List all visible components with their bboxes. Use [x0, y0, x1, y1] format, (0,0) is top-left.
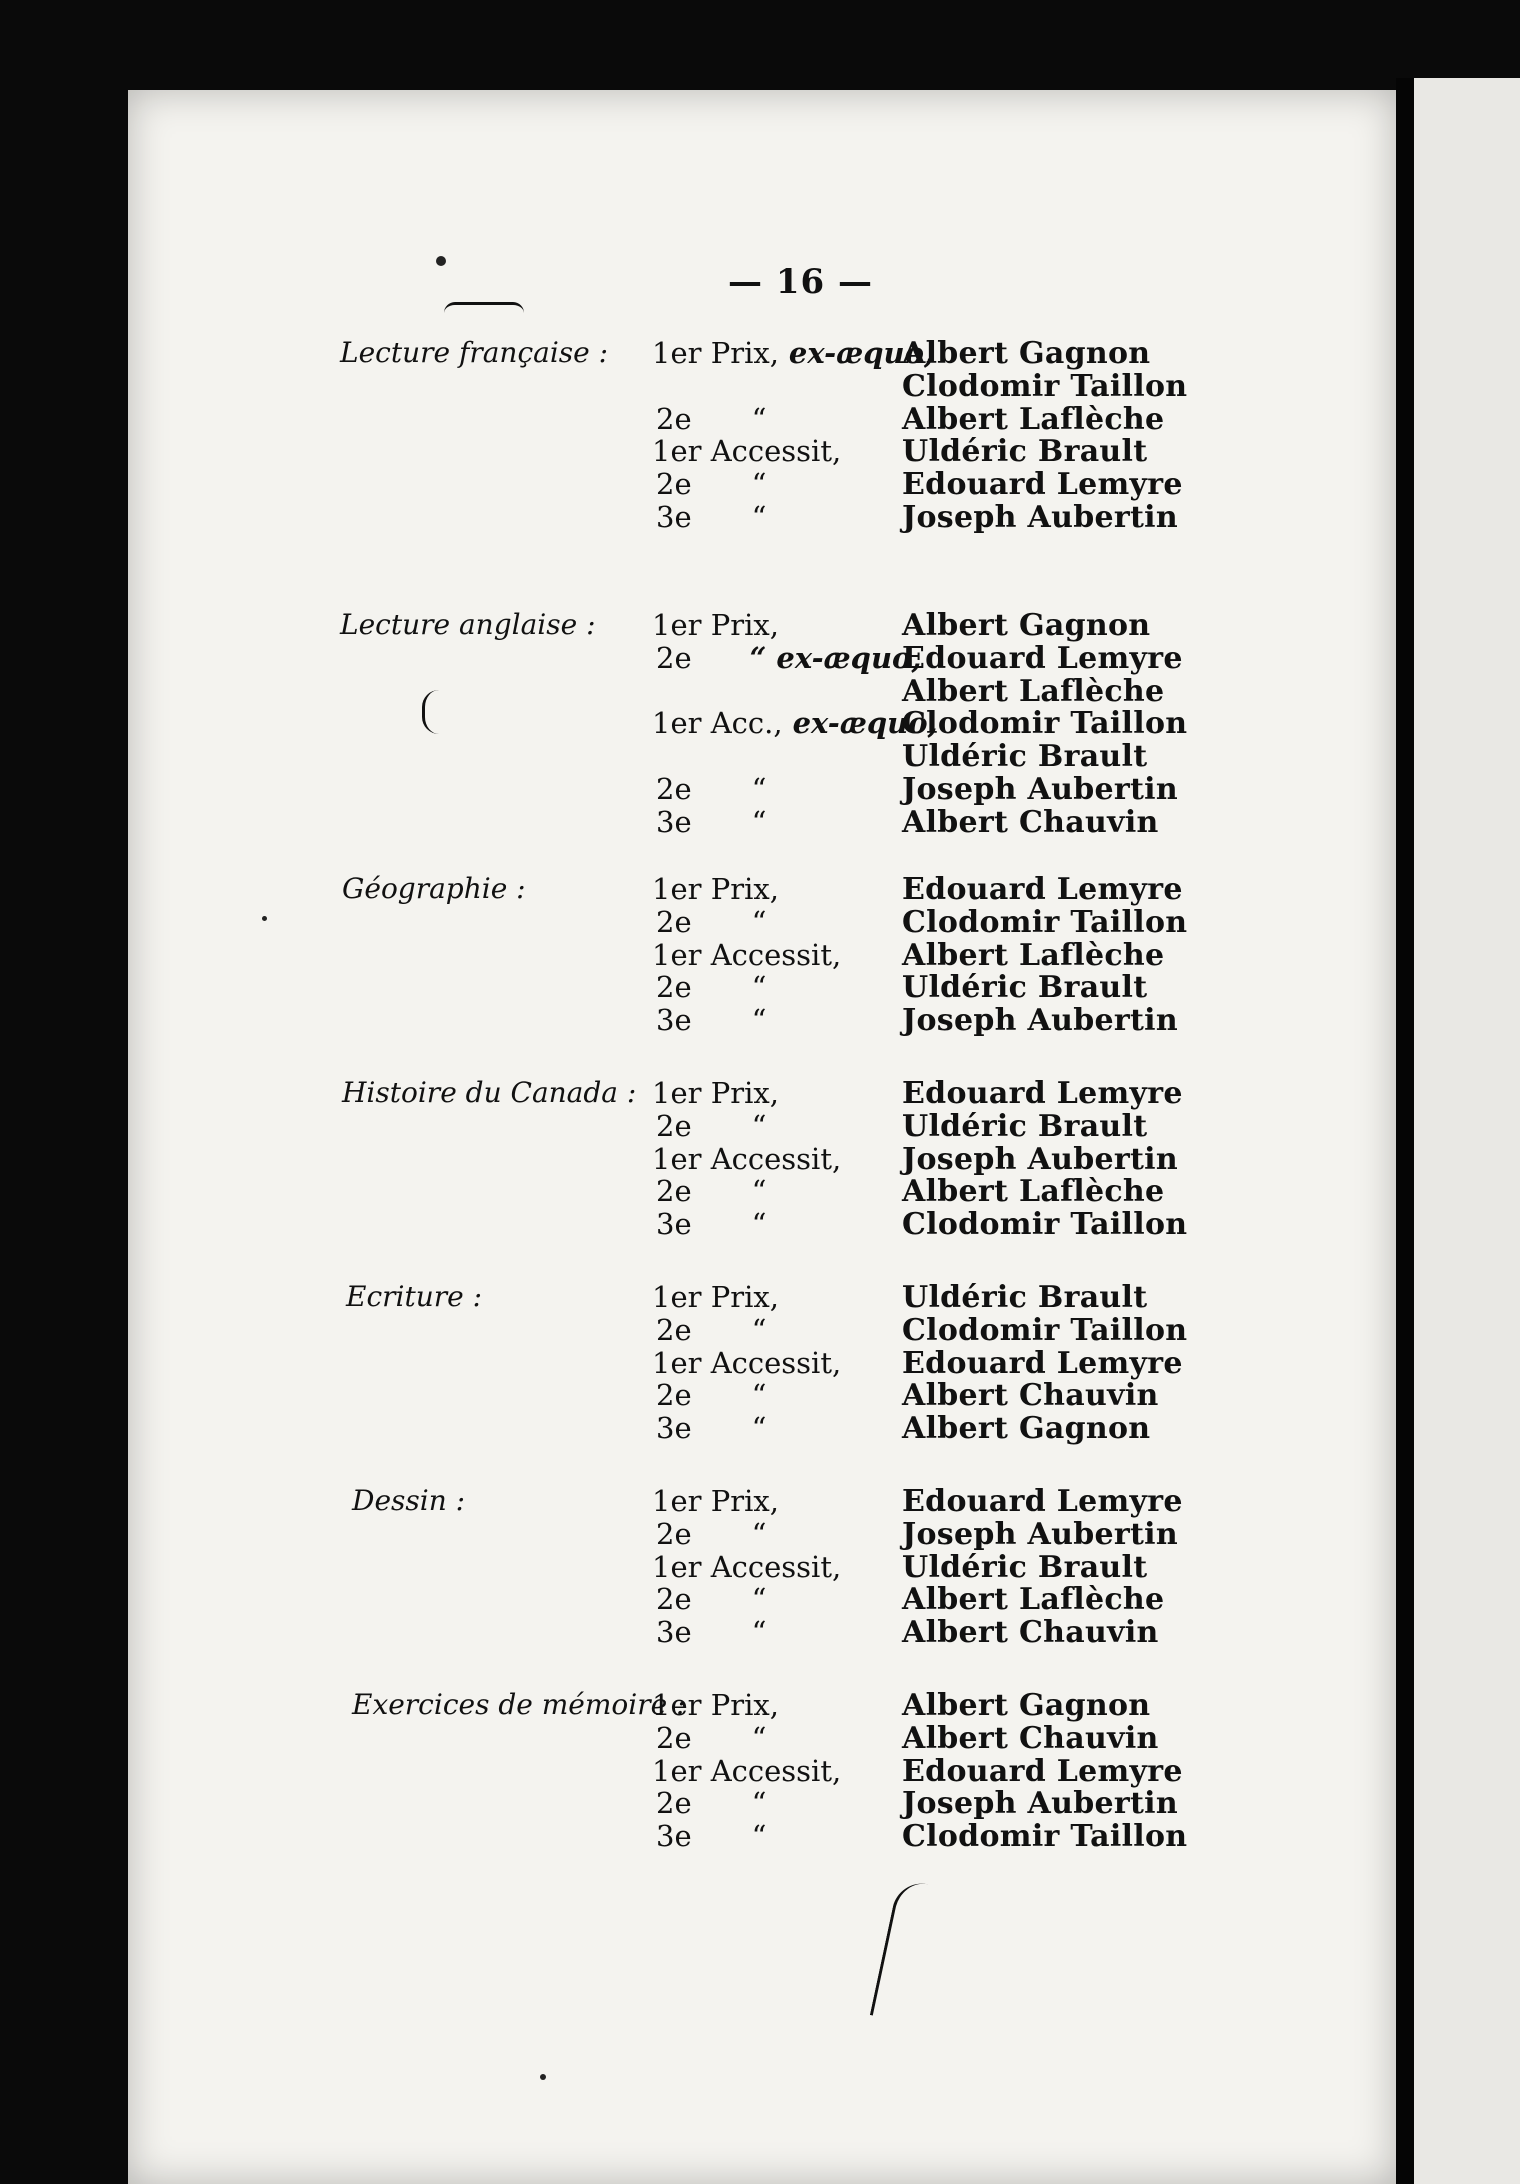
awardee-name: Uldéric Brault: [902, 1549, 1148, 1585]
award-row: [0, 608, 1520, 641]
award-rank-text: 3e: [656, 1207, 692, 1242]
award-rank: [652, 608, 779, 642]
award-row: [0, 1754, 1520, 1787]
subject-label: Lecture française :: [340, 336, 609, 369]
award-note: “: [751, 1378, 767, 1413]
award-rank: [652, 1484, 779, 1518]
award-rank: [656, 1003, 766, 1037]
award-rank: [652, 336, 934, 370]
award-rank-text: 1er Accessit,: [652, 1753, 842, 1788]
award-rank: [652, 1346, 841, 1380]
award-rank-text: 1er Prix,: [652, 1076, 779, 1110]
award-note: ex-æquo,: [792, 706, 938, 741]
award-rank-text: 2e: [656, 1378, 692, 1413]
award-rank: [656, 1207, 766, 1241]
award-rank-text: 2e: [656, 1720, 692, 1755]
award-rank-text: 1er Prix,: [652, 608, 779, 642]
award-rank-text: 2e: [656, 401, 692, 436]
award-note: “: [751, 804, 767, 839]
award-rank: [656, 1411, 766, 1445]
awardee-name: Edouard Lemyre: [902, 1076, 1183, 1111]
awardee-name: Albert Laflèche: [902, 673, 1165, 709]
award-row: [0, 805, 1520, 838]
award-rank: [656, 467, 766, 501]
award-row: [0, 434, 1520, 470]
award-rank-text: 2e: [656, 467, 692, 502]
award-note: “: [751, 1786, 767, 1821]
award-rank: [652, 1142, 841, 1176]
award-row: [0, 1076, 1520, 1109]
award-note: “: [751, 772, 767, 806]
awardee-name: Albert Chauvin: [902, 1720, 1159, 1756]
award-row: [0, 467, 1520, 503]
award-note: “: [751, 401, 767, 436]
awardee-name: Uldéric Brault: [902, 1280, 1148, 1315]
awardee-name: Joseph Aubertin: [902, 1786, 1178, 1822]
award-rank-text: 2e: [656, 1786, 692, 1821]
award-row: [0, 706, 1520, 742]
awardee-name: Clodomir Taillon: [902, 904, 1188, 940]
awardee-name: Albert Gagnon: [902, 336, 1151, 371]
award-row: [0, 1109, 1520, 1142]
award-row: [0, 641, 1520, 674]
award-rank-text: 1er Prix,: [652, 1484, 779, 1518]
award-rank-text: 1er Prix,: [652, 1688, 779, 1722]
awardee-name: Edouard Lemyre: [902, 467, 1183, 503]
awardee-name: Albert Chauvin: [902, 1378, 1159, 1414]
award-note: “: [751, 1720, 767, 1755]
award-row: [0, 1378, 1520, 1414]
award-rank-text: 3e: [656, 1615, 692, 1650]
scan-mark-top-left: [444, 302, 524, 313]
award-row: [0, 402, 1520, 435]
awardee-name: Albert Gagnon: [902, 608, 1151, 643]
award-rank: [652, 434, 841, 468]
award-rank: [652, 1076, 779, 1110]
award-rank-text: 1er Prix,: [652, 872, 779, 906]
award-rank-text: 1er Accessit,: [652, 1141, 842, 1176]
award-rank: [656, 1517, 766, 1551]
award-rank: [656, 1378, 766, 1412]
award-row: [0, 336, 1520, 369]
award-note: “: [751, 1312, 767, 1347]
award-rank: [656, 970, 766, 1004]
award-rank-text: 2e: [656, 970, 692, 1005]
award-rank: [656, 1109, 766, 1143]
awardee-name: Clodomir Taillon: [902, 1312, 1188, 1348]
award-rank-text: 2e: [656, 1108, 692, 1143]
awardee-name: Edouard Lemyre: [902, 1345, 1183, 1381]
page-number: — 16 —: [728, 262, 873, 302]
award-note: “: [751, 1516, 767, 1551]
awardee-name: Albert Laflèche: [902, 1174, 1165, 1210]
award-rank-text: 1er Prix,: [652, 1280, 779, 1314]
award-row: [0, 1003, 1520, 1039]
award-rank-text: 3e: [656, 1003, 692, 1038]
award-row: [0, 1174, 1520, 1210]
awardee-name: Clodomir Taillon: [902, 1819, 1188, 1855]
award-row: [0, 938, 1520, 971]
award-note: “: [751, 467, 767, 502]
scan-speck: [540, 2074, 546, 2080]
award-row: [0, 1786, 1520, 1822]
awardee-name: Edouard Lemyre: [902, 640, 1183, 676]
awardee-name: Albert Laflèche: [902, 401, 1165, 437]
award-note: “ ex-æquo,: [749, 640, 922, 675]
award-rank: [652, 872, 779, 906]
award-rank-text: 3e: [656, 500, 692, 534]
subject-label: Ecriture :: [346, 1280, 483, 1313]
award-row: [0, 1346, 1520, 1379]
award-row: [0, 1582, 1520, 1618]
awardee-name: Albert Chauvin: [902, 1615, 1159, 1651]
award-rank: [656, 905, 766, 939]
award-row: [0, 1142, 1520, 1175]
award-rank: [656, 1582, 766, 1616]
award-row: [0, 1313, 1520, 1346]
award-row: [0, 1280, 1520, 1313]
award-row: [0, 1550, 1520, 1583]
award-rank: [656, 1615, 766, 1649]
award-rank-text: 1er Accessit,: [652, 937, 842, 972]
award-row: [0, 369, 1520, 402]
award-rank: [656, 1786, 766, 1820]
award-rank: [656, 402, 766, 436]
award-rank-text: 2e: [656, 1312, 692, 1347]
award-rank: [656, 805, 766, 839]
subject-label: Lecture anglaise :: [340, 608, 596, 641]
awardee-name: Clodomir Taillon: [902, 368, 1188, 404]
awardee-name: Albert Chauvin: [902, 804, 1159, 840]
award-rank: [656, 1819, 766, 1853]
scan-speck: [436, 256, 446, 266]
award-rank: [656, 1313, 766, 1347]
award-rank-text: 3e: [656, 804, 692, 839]
award-note: “: [751, 970, 767, 1005]
awardee-name: Joseph Aubertin: [902, 1003, 1178, 1039]
awardee-name: Uldéric Brault: [902, 434, 1148, 470]
award-rank: [652, 938, 841, 972]
award-note: “: [751, 904, 767, 939]
award-rank-text: 2e: [656, 1582, 692, 1617]
award-rank-text: 2e: [656, 1516, 692, 1551]
subject-label: Géographie :: [342, 872, 526, 905]
award-rank: [656, 1721, 766, 1755]
award-note: “: [751, 1108, 767, 1143]
awardee-name: Edouard Lemyre: [902, 872, 1183, 907]
award-rank-text: 1er Accessit,: [652, 1549, 842, 1584]
award-note: “: [751, 1207, 767, 1242]
awardee-name: Joseph Aubertin: [902, 1141, 1178, 1177]
award-note: “: [751, 1174, 767, 1209]
award-row: [0, 1411, 1520, 1447]
award-note: “: [751, 1582, 767, 1617]
awardee-name: Albert Gagnon: [902, 1688, 1151, 1723]
award-row: [0, 872, 1520, 905]
awardee-name: Joseph Aubertin: [902, 500, 1178, 535]
award-note: “: [751, 1003, 767, 1038]
award-row: [0, 970, 1520, 1006]
award-rank-text: 2e: [656, 904, 692, 939]
award-rank-text: 1er Acc.,: [652, 706, 783, 741]
award-note: “: [751, 500, 767, 534]
awardee-name: Albert Laflèche: [902, 937, 1165, 973]
award-rank: [656, 1174, 766, 1208]
award-row: [0, 1721, 1520, 1754]
award-rank: [656, 641, 922, 675]
award-rank-text: 1er Accessit,: [652, 434, 842, 469]
award-rank-text: 1er Prix,: [652, 336, 779, 370]
awardee-name: Joseph Aubertin: [902, 1516, 1178, 1552]
award-row: [0, 674, 1520, 707]
award-rank: [652, 1550, 841, 1584]
subject-label: Dessin :: [352, 1484, 466, 1517]
award-rank-text: 3e: [656, 1819, 692, 1854]
awardee-name: Edouard Lemyre: [902, 1484, 1183, 1519]
award-row: [0, 1517, 1520, 1550]
awardee-name: Uldéric Brault: [902, 1108, 1148, 1144]
awardee-name: Joseph Aubertin: [902, 772, 1178, 807]
award-row: [0, 1484, 1520, 1517]
award-row: [0, 500, 1520, 533]
award-row: [0, 1207, 1520, 1243]
award-row: [0, 1615, 1520, 1651]
award-note: “: [751, 1819, 767, 1854]
awardee-name: Uldéric Brault: [902, 739, 1148, 775]
award-note: “: [751, 1411, 767, 1446]
award-row: [0, 905, 1520, 938]
subject-label: Histoire du Canada :: [342, 1076, 637, 1109]
award-note: “: [751, 1615, 767, 1650]
award-rank: [656, 772, 766, 806]
awardee-name: Uldéric Brault: [902, 970, 1148, 1006]
award-rank-text: 3e: [656, 1411, 692, 1446]
awardee-name: Albert Gagnon: [902, 1411, 1151, 1447]
award-rank: [652, 706, 938, 740]
award-rank: [652, 1688, 779, 1722]
awardee-name: Clodomir Taillon: [902, 1207, 1188, 1243]
award-row: [0, 1819, 1520, 1855]
awardee-name: Edouard Lemyre: [902, 1753, 1183, 1789]
award-rank: [652, 1754, 841, 1788]
award-row: [0, 1688, 1520, 1721]
award-rank-text: 2e: [656, 1174, 692, 1209]
award-rank-text: 2e: [656, 640, 692, 675]
award-rank-text: 1er Accessit,: [652, 1345, 842, 1380]
award-rank: [652, 1280, 779, 1314]
award-row: [0, 772, 1520, 805]
award-rank-text: 2e: [656, 772, 692, 806]
awardee-name: Clodomir Taillon: [902, 706, 1188, 742]
award-note: ex-æquo,: [788, 336, 935, 370]
subject-label: Exercices de mémoire :: [352, 1688, 686, 1721]
award-row: [0, 739, 1520, 775]
awardee-name: Albert Laflèche: [902, 1582, 1165, 1618]
award-rank: [656, 500, 766, 534]
